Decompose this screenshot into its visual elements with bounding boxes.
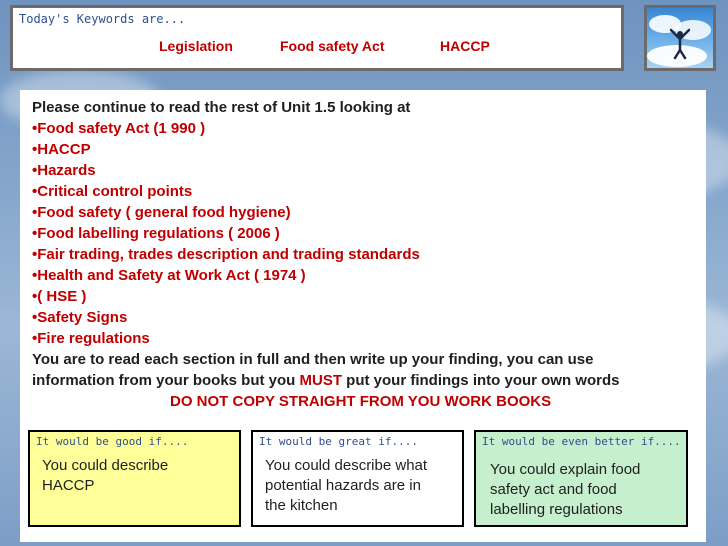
bullet-health-safety-act: •Health and Safety at Work Act ( 1974 ): [32, 267, 306, 284]
bullet-safety-signs: •Safety Signs: [32, 309, 128, 326]
card-even-better-line-3: labelling regulations: [490, 501, 623, 518]
bullet-haccp: •HACCP: [32, 141, 91, 158]
card-great: [251, 430, 464, 527]
card-good-header: It would be good if....: [36, 435, 189, 448]
person-in-sky-icon: [647, 8, 713, 68]
card-great-line-2: potential hazards are in: [265, 477, 421, 494]
keywords-box: [10, 5, 624, 71]
keyword-legislation: Legislation: [159, 38, 233, 54]
card-great-line-1: You could describe what: [265, 457, 428, 474]
keywords-header: Today's Keywords are...: [19, 12, 186, 26]
card-even-better-line-1: You could explain food: [490, 461, 641, 478]
keyword-haccp: HACCP: [440, 38, 490, 54]
instruction-must-emphasis: MUST: [299, 372, 342, 389]
logo: [644, 5, 716, 71]
bullet-fair-trading: •Fair trading, trades description and trading standards: [32, 246, 420, 263]
card-even-better-body: [490, 460, 640, 520]
intro-text: Please continue to read the rest of Unit 1.5 looking at: [32, 99, 411, 116]
instruction-line-1: You are to read each section in full and then write up your finding, you can use: [32, 351, 594, 368]
bullet-fire-regulations: •Fire regulations: [32, 330, 150, 347]
card-good: [28, 430, 241, 527]
instruction-line-2: [32, 372, 619, 389]
main-content-panel: [20, 90, 706, 542]
card-good-line-2: HACCP: [42, 477, 95, 494]
card-even-better-header: It would be even better if....: [482, 435, 681, 448]
bullet-food-labelling: •Food labelling regulations ( 2006 ): [32, 225, 280, 242]
warning-text: DO NOT COPY STRAIGHT FROM YOU WORK BOOKS: [170, 393, 552, 410]
card-great-line-3: the kitchen: [265, 497, 338, 514]
card-even-better: [474, 430, 688, 527]
card-even-better-line-2: safety act and food: [490, 481, 617, 498]
card-great-body: [265, 456, 427, 516]
bullet-food-safety-act: •Food safety Act (1 990 ): [32, 120, 206, 137]
bullet-hse: •( HSE ): [32, 288, 87, 305]
bullet-critical-control-points: •Critical control points: [32, 183, 193, 200]
card-good-body: [42, 456, 168, 496]
keyword-food-safety-act: Food safety Act: [280, 38, 385, 54]
instruction-line-2-post: put your findings into your own words: [342, 372, 620, 389]
instruction-line-2-pre: information from your books but you: [32, 372, 300, 389]
card-good-line-1: You could describe: [42, 457, 169, 474]
bullet-food-safety: •Food safety ( general food hygiene): [32, 204, 291, 221]
card-great-header: It would be great if....: [259, 435, 418, 448]
bullet-hazards: •Hazards: [32, 162, 96, 179]
